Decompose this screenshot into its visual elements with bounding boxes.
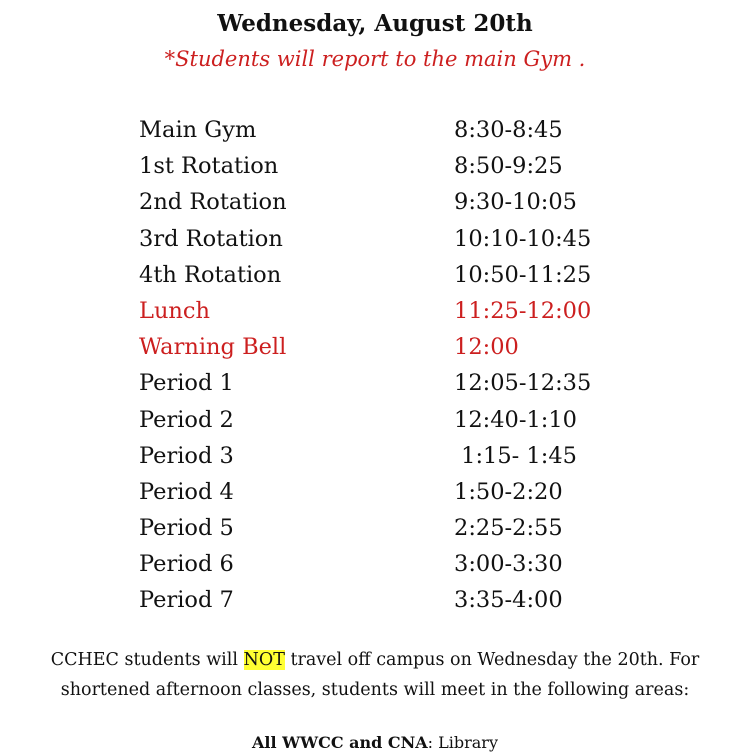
schedule-row-time: 1:15- 1:45: [454, 442, 577, 469]
schedule-row: [139, 546, 619, 582]
schedule-row-time: 12:05-12:35: [454, 370, 592, 397]
schedule-row-name: Period 4: [139, 478, 234, 505]
schedule-row-time: 12:00: [454, 334, 519, 361]
schedule-row-name: Warning Bell: [139, 334, 287, 361]
cchec-notice: [0, 645, 750, 705]
notice-line-2: shortened afternoon classes, students will meet in the following areas:: [60, 680, 690, 700]
schedule-row-name: Period 6: [139, 551, 234, 578]
schedule-row: [139, 184, 619, 220]
notice-line-1: [0, 645, 750, 675]
schedule-row-name: Period 5: [139, 515, 234, 542]
schedule-row: [139, 365, 619, 401]
schedule-row-name: 3rd Rotation: [139, 225, 283, 252]
schedule-row: [139, 438, 619, 474]
schedule-row-time: 10:10-10:45: [454, 225, 592, 252]
schedule-row-name: Main Gym: [139, 117, 257, 143]
schedule-row: [139, 582, 619, 618]
schedule-list: [139, 112, 619, 619]
schedule-row: [139, 148, 619, 184]
schedule-row-time: 8:50-9:25: [454, 153, 563, 180]
schedule-row-name: Lunch: [139, 297, 211, 324]
schedule-row-time: 1:50-2:20: [454, 478, 563, 505]
schedule-row-time: 9:30-10:05: [454, 189, 577, 216]
schedule-row-name: 2nd Rotation: [139, 189, 287, 216]
schedule-row: [139, 293, 619, 329]
schedule-row: [139, 257, 619, 293]
meeting-area-line: [0, 733, 750, 752]
schedule-row-time: 10:50-11:25: [454, 261, 592, 288]
schedule-row-time: 3:00-3:30: [454, 551, 563, 578]
schedule-row-name: 1st Rotation: [139, 153, 279, 180]
schedule-row: [139, 510, 619, 546]
schedule-row-time: 11:25-12:00: [454, 297, 592, 324]
schedule-row: [139, 112, 619, 148]
date-heading: Wednesday, August 20th: [217, 10, 533, 37]
schedule-row-time: 8:30-8:45: [454, 117, 563, 143]
schedule-row-name: Period 7: [139, 587, 234, 614]
area-group-label: All WWCC and CNA: [252, 733, 428, 752]
report-location-note: *Students will report to the main Gym .: [164, 47, 586, 71]
schedule-row: [139, 221, 619, 257]
not-highlight: NOT: [243, 650, 285, 670]
schedule-row-name: 4th Rotation: [139, 261, 282, 288]
schedule-row-name: Period 1: [139, 370, 234, 397]
schedule-row: [139, 329, 619, 365]
schedule-row-name: Period 3: [139, 442, 234, 469]
schedule-row-time: 2:25-2:55: [454, 515, 563, 542]
schedule-row-time: 3:35-4:00: [454, 587, 563, 614]
schedule-row-time: 12:40-1:10: [454, 406, 577, 433]
schedule-row: [139, 474, 619, 510]
schedule-row-name: Period 2: [139, 406, 234, 433]
schedule-row: [139, 402, 619, 438]
notice-text-before: CCHEC students will: [50, 650, 244, 670]
notice-text-after: travel off campus on Wednesday the 20th. For: [284, 650, 700, 670]
area-location: : Library: [427, 733, 498, 752]
